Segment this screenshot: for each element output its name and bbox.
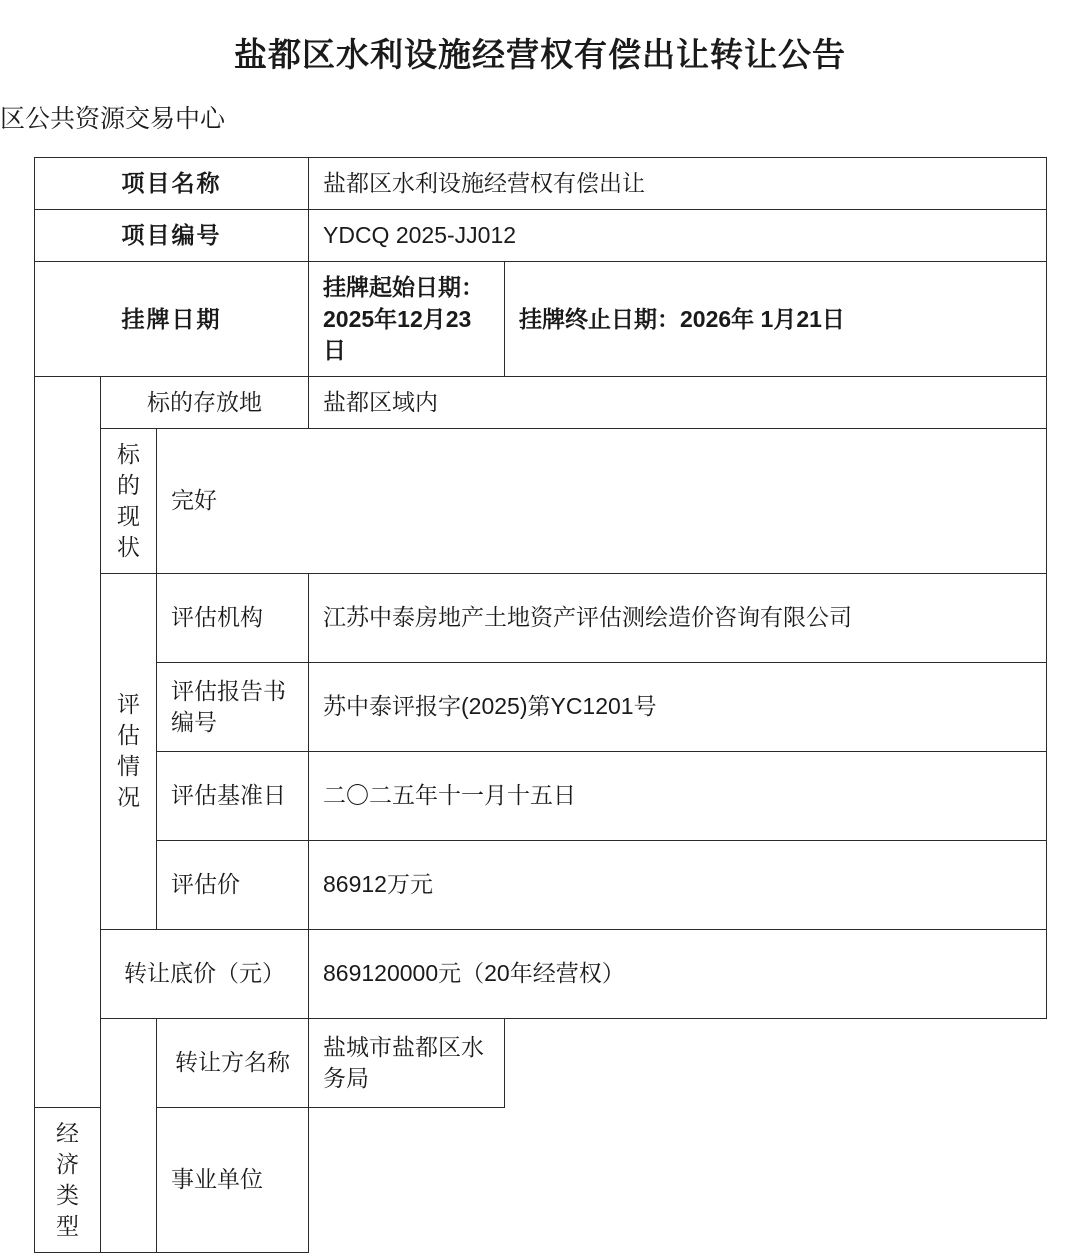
appraisal-base-date-label: 评估基准日	[157, 751, 309, 840]
appraisal-report-value: 苏中泰评报字(2025)第YC1201号	[309, 662, 1047, 751]
table-row-project-name	[35, 158, 1047, 210]
table-row-appraisal-org	[35, 573, 1047, 662]
appraisal-price-value: 86912万元	[309, 840, 1047, 929]
table-row-listing-date	[35, 262, 1047, 376]
table-row-floor-price	[35, 929, 1047, 1018]
project-code-value: YDCQ 2025-JJ012	[309, 210, 1047, 262]
table-row-appraisal-base-date	[35, 751, 1047, 840]
appraisal-base-date-value: 二〇二五年十一月十五日	[309, 751, 1047, 840]
floor-price-label: 转让底价（元）	[101, 929, 309, 1018]
announcement-page	[0, 34, 1080, 1239]
table-row-appraisal-report	[35, 662, 1047, 751]
issuer-line: 区公共资源交易中心	[0, 104, 226, 133]
storage-value: 盐都区域内	[309, 376, 1047, 428]
project-name-label: 项目名称	[35, 158, 309, 210]
announcement-table	[34, 157, 1047, 1253]
left-spacer-cell	[35, 376, 101, 1107]
appraisal-group-label	[101, 573, 157, 929]
appraisal-price-label: 评估价	[157, 840, 309, 929]
status-value: 完好	[157, 428, 1047, 573]
project-name-value: 盐都区水利设施经营权有偿出让	[309, 158, 1047, 210]
transferor-group-spacer	[101, 1018, 157, 1252]
appraisal-org-label: 评估机构	[157, 573, 309, 662]
transferor-name-label: 转让方名称	[157, 1018, 309, 1107]
economic-type-value: 事业单位	[157, 1107, 309, 1252]
table-row-storage	[35, 376, 1047, 428]
economic-type-label: 经济类型	[35, 1107, 101, 1252]
table-row-appraisal-price	[35, 840, 1047, 929]
listing-date-label: 挂牌日期	[35, 262, 309, 376]
appraisal-org-value: 江苏中泰房地产土地资产评估测绘造价咨询有限公司	[309, 573, 1047, 662]
status-label: 标的现状	[101, 428, 157, 573]
appraisal-report-label: 评估报告书编号	[157, 662, 309, 751]
project-code-label: 项目编号	[35, 210, 309, 262]
table-row-transferor-name	[35, 1018, 1047, 1107]
floor-price-value: 869120000元（20年经营权）	[309, 929, 1047, 1018]
page-title: 盐都区水利设施经营权有偿出让转让公告	[234, 36, 846, 73]
appraisal-group-label-text: 评估情况	[117, 691, 141, 811]
table-row-economic-type	[35, 1107, 1047, 1252]
transferor-name-value: 盐城市盐都区水务局	[309, 1018, 505, 1107]
listing-start-value: 挂牌起始日期：2025年12月23日	[309, 262, 505, 376]
table-row-status	[35, 428, 1047, 573]
table-row-project-code	[35, 210, 1047, 262]
listing-end-value: 挂牌终止日期：2026年 1月21日	[505, 262, 1047, 376]
storage-label: 标的存放地	[101, 376, 309, 428]
